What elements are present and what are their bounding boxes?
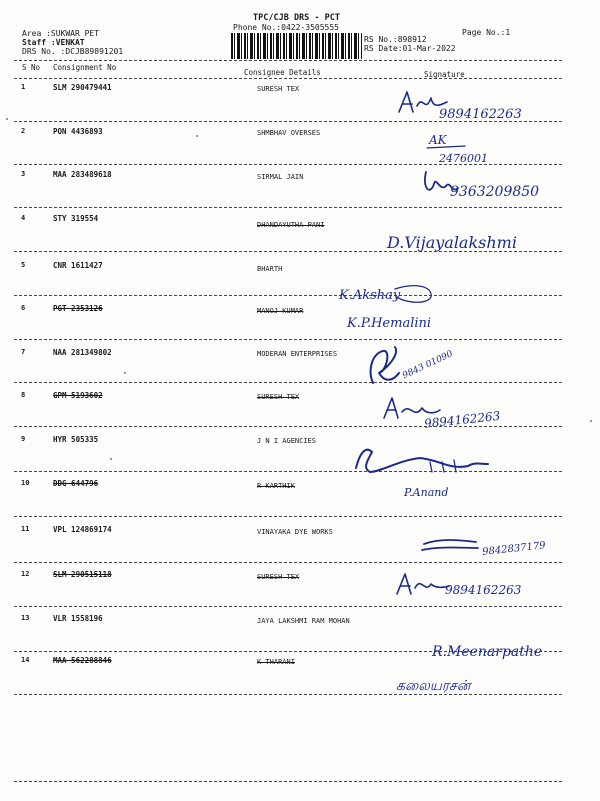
row-consignment: HYR 505335 (53, 435, 99, 444)
handwritten-name: K.Akshay (339, 288, 401, 303)
row-consignee: BHARTH (257, 265, 283, 273)
row-consignee: VINAYAKA DYE WORKS (257, 528, 333, 536)
signature-row-9 (350, 438, 530, 478)
row-consignee: J N I AGENCIES (257, 437, 317, 445)
row-divider (14, 382, 562, 383)
row-sno: 11 (21, 525, 30, 533)
row-consignment: VPL 124869174 (53, 525, 112, 534)
handwritten-name: D.Vijayalakshmi (387, 233, 517, 252)
signature-row-10 (400, 478, 490, 502)
signature-row-6 (335, 281, 485, 337)
row-consignment: PON 4436893 (53, 127, 103, 136)
scan-speck (590, 420, 592, 422)
header-divider (14, 60, 562, 61)
row-sno: 2 (21, 127, 26, 135)
col-consignee: Consignee Details (244, 68, 321, 77)
bottom-divider (14, 781, 562, 782)
handwritten-phone: 9894162263 (445, 583, 522, 597)
row-sno: 8 (21, 391, 26, 399)
handwritten-name: கலையரசன் (396, 678, 471, 694)
table-row (0, 304, 600, 314)
row-consignment: NAA 281349802 (53, 348, 112, 357)
row-consignee: DHANDAYUTHA PANI (257, 221, 325, 229)
row-divider (14, 339, 562, 340)
signature-row-8 (380, 392, 550, 432)
barcode (231, 33, 362, 59)
row-consignee: K THARANI (257, 658, 295, 666)
rs-date: RS Date:01-Mar-2022 (364, 44, 456, 53)
signature-row-4 (385, 226, 555, 256)
scan-speck (124, 372, 126, 374)
row-consignee: R KARTHIK (257, 482, 295, 490)
row-consignee: SHMBHAV OVERSES (257, 129, 321, 137)
handwritten-name: K.P.Hemalini (347, 316, 432, 331)
row-consignee: SURESH TEX (257, 393, 300, 401)
row-consignee: SURESH TEX (257, 573, 300, 581)
row-divider (14, 207, 562, 208)
table-row (0, 214, 600, 229)
scan-speck (110, 458, 112, 460)
row-sno: 10 (21, 479, 30, 487)
area-label: Area :SUKWAR PET (22, 29, 100, 38)
handwritten-phone: 9894162263 (423, 408, 501, 431)
row-consignment: VLR 1558196 (53, 614, 103, 623)
phone-number: Phone No.:0422-3505555 (233, 23, 339, 32)
handwritten-code: 2476001 (439, 152, 488, 165)
row-consignment: GPM 5193602 (53, 391, 103, 400)
row-sno: 4 (21, 214, 26, 222)
col-signature: Signature (424, 70, 465, 79)
row-consignment: MAA 562288846 (53, 656, 112, 665)
row-consignment: SLM 290515118 (53, 570, 112, 579)
handwritten-name: R.Meenarpathe (432, 644, 543, 660)
row-consignment: CNR 1611427 (53, 261, 103, 270)
row-divider (14, 606, 562, 607)
column-divider (14, 78, 562, 79)
row-consignment: SLM 290479441 (53, 83, 112, 92)
row-consignee: MODERAN ENTERPRISES (257, 350, 338, 358)
row-consignee: SIRMAL JAIN (257, 173, 304, 181)
row-sno: 1 (21, 83, 26, 91)
table-row (0, 348, 600, 358)
row-consignment: PGT 2353126 (53, 304, 103, 313)
col-consignment: Consignment No (53, 63, 117, 72)
handwritten-phone: 9843 01090 (401, 349, 455, 382)
handwritten-initials: AK (429, 133, 447, 147)
row-sno: 7 (21, 348, 26, 356)
row-consignment: STY 319554 (53, 214, 99, 223)
row-consignee: SURESH TEX (257, 85, 300, 93)
table-row (0, 614, 600, 624)
row-sno: 13 (21, 614, 30, 622)
row-sno: 3 (21, 170, 26, 178)
staff-label: Staff :VENKAT (22, 38, 85, 47)
row-consignee: MANOJ KUMAR (257, 307, 304, 315)
scan-speck (196, 135, 198, 137)
row-consignee: JAYA LAKSHMI RAM MOHAN (257, 617, 350, 625)
sheet-title: TPC/CJB DRS - PCT (253, 13, 340, 23)
scan-speck (6, 118, 8, 120)
row-consignment: MAA 283489618 (53, 170, 112, 179)
table-row (0, 261, 600, 271)
row-divider (14, 562, 562, 563)
signature-row-3 (420, 166, 570, 206)
signature-row-1 (395, 84, 565, 124)
handwritten-phone: 9363209850 (450, 184, 540, 200)
handwritten-name: P.Anand (404, 486, 449, 499)
row-divider (14, 516, 562, 517)
signature-row-12 (393, 566, 563, 606)
row-sno: 9 (21, 435, 26, 443)
rs-number: RS No.:898912 (364, 35, 427, 44)
row-sno: 14 (21, 656, 30, 664)
row-consignment: DDG 644796 (53, 479, 99, 488)
drs-number: DRS No. :DCJB89891201 (22, 47, 124, 56)
table-row (0, 479, 600, 489)
signature-row-7 (365, 343, 475, 393)
signature-row-2 (425, 130, 565, 166)
row-sno: 12 (21, 570, 30, 578)
handwritten-phone: 9842837179 (481, 540, 547, 558)
page-number: Page No.:1 (462, 28, 511, 37)
row-sno: 5 (21, 261, 26, 269)
row-sno: 6 (21, 304, 26, 312)
col-sno: S No (22, 63, 41, 72)
signature-row-11 (420, 530, 570, 560)
handwritten-phone: 9894162263 (439, 107, 522, 122)
signature-row-14 (396, 634, 580, 700)
